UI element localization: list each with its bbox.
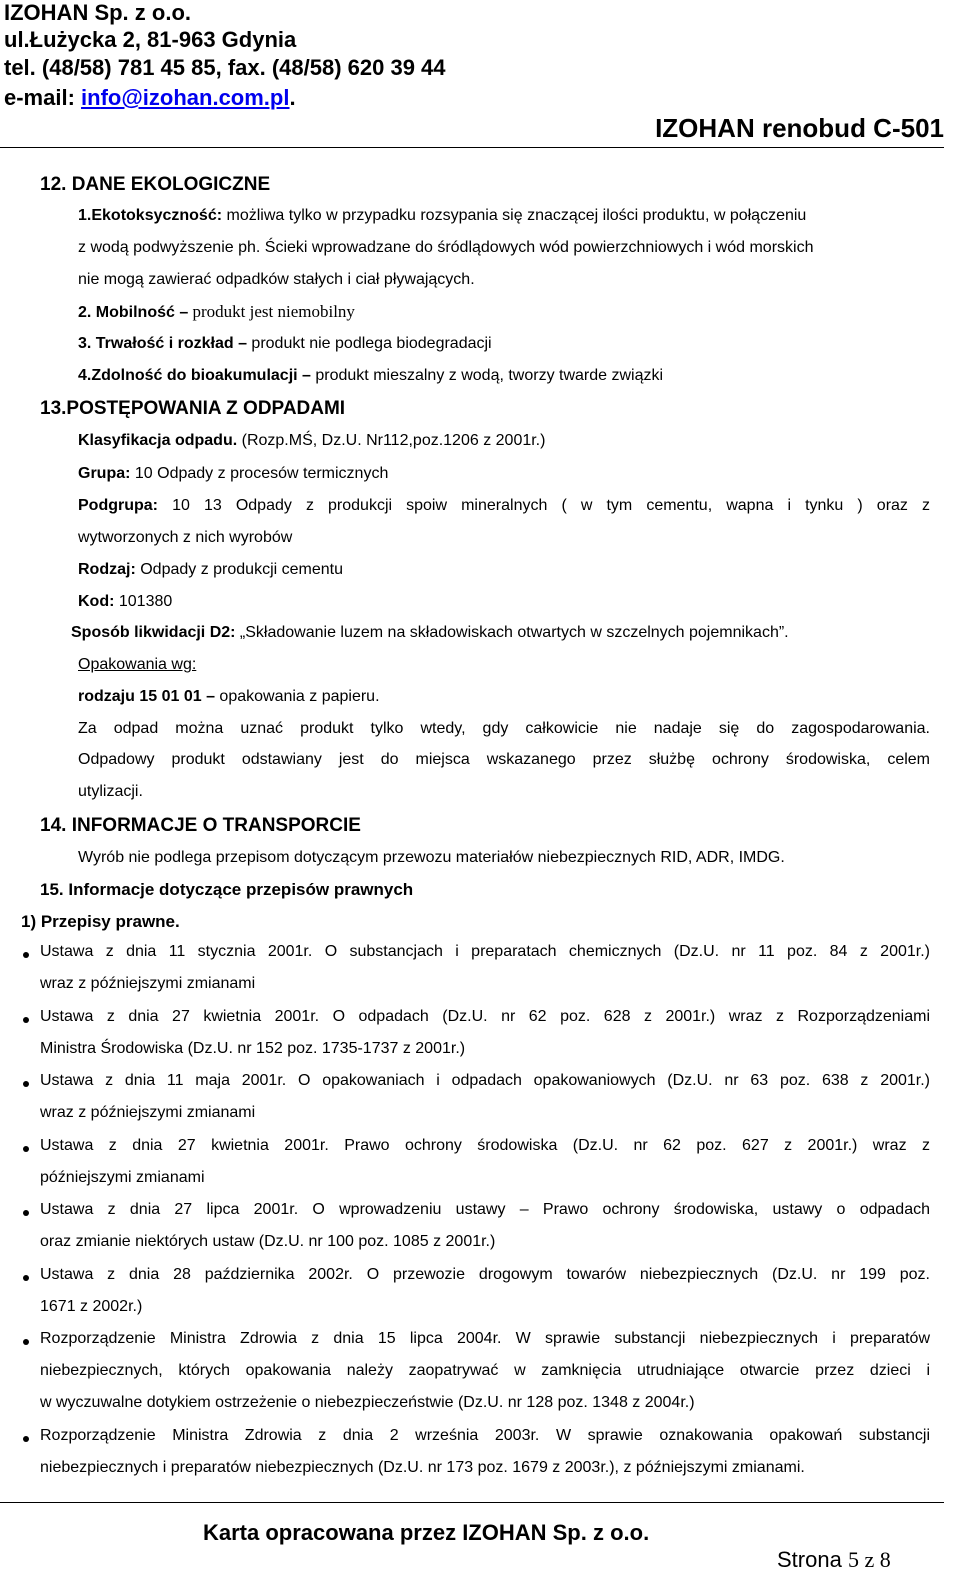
regulation-item-1-line2: wraz z późniejszymi zmianami	[40, 975, 256, 992]
bullet-icon	[23, 1017, 29, 1023]
group-text: 10 Odpady z procesów termicznych	[130, 465, 389, 482]
regulation-item-1-line1: Ustawa z dnia 11 stycznia 2001r. O substancjach i preparatach chemicznych (Dz.U. nr 11 poz. 84 z 2001r.)	[40, 943, 930, 960]
bullet-icon	[23, 1275, 29, 1281]
company-email-line	[4, 85, 296, 111]
ecotox-text: możliwa tylko w przypadku rozsypania się znaczącej ilości produktu, w połączeniu	[222, 207, 807, 224]
packaging-heading: Opakowania wg:	[78, 656, 197, 673]
type-text: Odpady z produkcji cementu	[135, 561, 343, 578]
bioaccumulation-text: produkt mieszalny z wodą, tworzy twarde związki	[310, 367, 664, 384]
regulation-item-3-line2: wraz z późniejszymi zmianami	[40, 1104, 256, 1121]
page-prefix: Strona	[777, 1547, 848, 1572]
code-label: Kod:	[78, 593, 115, 610]
classification-text: (Rozp.MŚ, Dz.U. Nr112,poz.1206 z 2001r.)	[237, 432, 546, 449]
subgroup-text: 10 13 Odpady z produkcji spoiw mineralnych ( w tym cementu, wapna i tynku ) oraz z	[158, 497, 930, 514]
footer-text: Karta opracowana przez IZOHAN Sp. z o.o.	[203, 1520, 650, 1545]
mobility-line	[78, 302, 355, 322]
footer-divider	[0, 1502, 944, 1503]
disposal-text: „Składowanie luzem na składowiskach otwartych w szczelnych pojemnikach”.	[235, 624, 789, 641]
regulation-item-7-line1: Rozporządzenie Ministra Zdrowia z dnia 15 lipca 2004r. W sprawie substancji niebezpiecznych i preparatów	[40, 1330, 930, 1347]
mobility-label: 2. Mobilność –	[78, 304, 189, 321]
type-line	[78, 561, 343, 579]
email-label: e-mail:	[4, 85, 82, 110]
bioaccumulation-line	[78, 367, 663, 385]
regulation-item-2-line2: Ministra Środowiska (Dz.U. nr 152 poz. 1735-1737 z 2001r.)	[40, 1040, 466, 1057]
section-12-title: 12. DANE EKOLOGICZNE	[40, 174, 271, 195]
regulation-item-3-line1: Ustawa z dnia 11 maja 2001r. O opakowaniach i odpadach opakowaniowych (Dz.U. nr 63 poz. 638 z 2001r.)	[40, 1072, 930, 1089]
disposal-label: Sposób likwidacji D2:	[71, 624, 236, 641]
subgroup-line2: wytworzonych z nich wyrobów	[78, 529, 293, 546]
durability-line	[78, 335, 492, 353]
type-label: Rodzaj:	[78, 561, 136, 578]
regulation-item-7-line2: niebezpiecznych, których opakowania należy zaopatrywać w zamknięcia utrudniające otwarcie przez dzieci i	[40, 1362, 930, 1379]
waste-para-line1: Za odpad można uznać produkt tylko wtedy, gdy całkowicie nie nadaje się do zagospodarowania.	[78, 720, 930, 737]
durability-text: produkt nie podlega biodegradacji	[246, 335, 492, 352]
page-current: 5	[847, 1547, 859, 1572]
section-13-title: 13.POSTĘPOWANIA Z ODPADAMI	[40, 398, 346, 419]
page-separator: z	[858, 1547, 880, 1572]
regulation-item-8-line2: niebezpiecznych i preparatów niebezpiecznych (Dz.U. nr 173 poz. 1679 z 2003r.), z późniejszymi zmianami.	[40, 1459, 805, 1476]
subgroup-label: Podgrupa:	[78, 497, 158, 514]
group-label: Grupa:	[78, 465, 131, 482]
ecotox-line1	[78, 207, 806, 225]
group-line	[78, 465, 388, 483]
regulation-item-5-line2: oraz zmianie niektórych ustaw (Dz.U. nr 100 poz. 1085 z 2001r.)	[40, 1233, 496, 1250]
company-name: IZOHAN Sp. z o.o.	[4, 0, 191, 25]
bioaccumulation-label: 4.Zdolność do bioakumulacji –	[78, 367, 311, 384]
subgroup-line1	[78, 497, 930, 515]
regulation-item-6-line1: Ustawa z dnia 28 października 2002r. O przewozie drogowym towarów niebezpiecznych (Dz.U. nr 199 poz.	[40, 1266, 930, 1283]
bullet-icon	[23, 952, 29, 958]
packaging-kind-line	[78, 688, 380, 706]
company-phone: tel. (48/58) 781 45 85, fax. (48/58) 620 39 44	[4, 55, 446, 80]
regulation-item-2-line1: Ustawa z dnia 27 kwietnia 2001r. O odpadach (Dz.U. nr 62 poz. 628 z 2001r.) wraz z Rozporządzeniami	[40, 1008, 930, 1025]
disposal-line	[71, 624, 789, 642]
bullet-icon	[23, 1081, 29, 1087]
bullet-icon	[23, 1146, 29, 1152]
email-end: .	[289, 85, 296, 110]
waste-para-line2: Odpadowy produkt odstawiany jest do miejsca wskazanego przez służbę ochrony środowiska, celem	[78, 751, 930, 768]
product-name: IZOHAN renobud C-501	[655, 113, 944, 143]
mobility-text: produkt jest niemobilny	[188, 302, 355, 321]
page-total: 8	[879, 1547, 891, 1572]
regulation-item-8-line1: Rozporządzenie Ministra Zdrowia z dnia 2 września 2003r. W sprawie oznakowania opakowań substancji	[40, 1427, 930, 1444]
regulations-subtitle: 1) Przepisy prawne.	[21, 912, 180, 931]
company-address: ul.Łużycka 2, 81-963 Gdynia	[4, 27, 297, 52]
classification-line	[78, 432, 545, 450]
section-15-title: 15. Informacje dotyczące przepisów prawnych	[40, 880, 414, 899]
classification-label: Klasyfikacja odpadu.	[78, 432, 238, 449]
transport-text: Wyrób nie podlega przepisom dotyczącym przewozu materiałów niebezpiecznych RID, ADR, IMDG.	[78, 849, 785, 866]
code-text: 101380	[114, 593, 173, 610]
regulation-item-5-line1: Ustawa z dnia 27 lipca 2001r. O wprowadzeniu ustawy – Prawo ochrony środowiska, ustawy o odpadach	[40, 1201, 930, 1218]
section-14-title: 14. INFORMACJE O TRANSPORCIE	[40, 815, 361, 836]
ecotox-label: 1.Ekotoksyczność:	[78, 207, 223, 224]
bullet-icon	[23, 1436, 29, 1442]
ecotox-line3: nie mogą zawierać odpadków stałych i ciał pływających.	[78, 271, 475, 288]
regulation-item-6-line2: 1671 z 2002r.)	[40, 1298, 143, 1315]
regulation-item-4-line2: późniejszymi zmianami	[40, 1169, 205, 1186]
regulation-item-7-line3: w wyczuwalne dotykiem ostrzeżenie o niebezpieczeństwie (Dz.U. nr 128 poz. 1348 z 2004r.)	[40, 1394, 695, 1411]
bullet-icon	[23, 1210, 29, 1216]
ecotox-line2: z wodą podwyższenie ph. Ścieki wprowadzane do śródlądowych wód powierzchniowych i wód morskich	[78, 239, 814, 256]
packaging-kind-text: opakowania z papieru.	[214, 688, 380, 705]
bullet-icon	[23, 1339, 29, 1345]
durability-label: 3. Trwałość i rozkład –	[78, 335, 247, 352]
email-link[interactable]: info@izohan.com.pl	[81, 85, 290, 110]
regulation-item-4-line1: Ustawa z dnia 27 kwietnia 2001r. Prawo ochrony środowiska (Dz.U. nr 62 poz. 627 z 2001r.) wraz z	[40, 1137, 930, 1154]
page-number	[777, 1547, 891, 1573]
code-line	[78, 593, 172, 611]
header-divider	[0, 147, 944, 148]
waste-para-line3: utylizacji.	[78, 783, 143, 800]
packaging-kind-label: rodzaju 15 01 01 –	[78, 688, 215, 705]
